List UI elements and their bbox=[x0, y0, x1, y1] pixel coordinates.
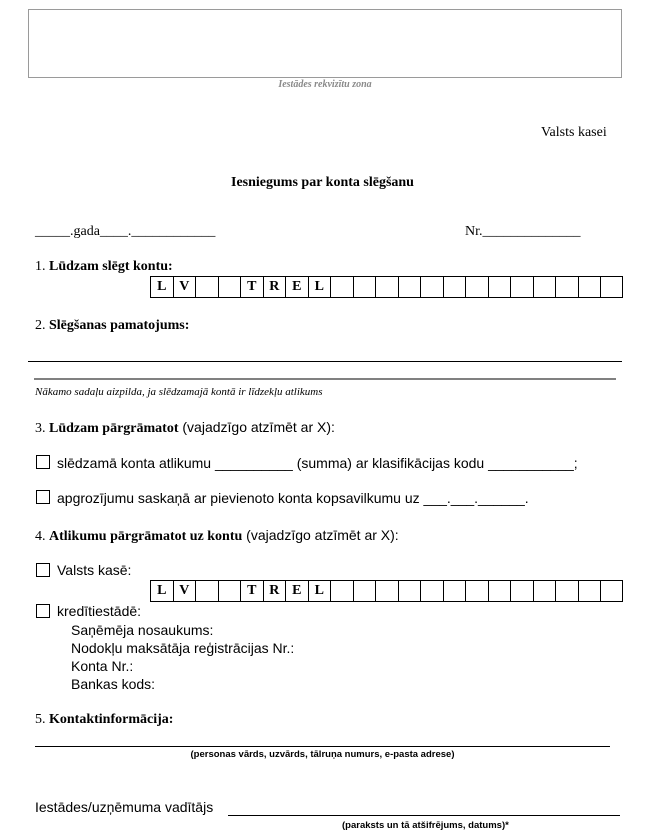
treasury-account-cell[interactable] bbox=[398, 580, 421, 602]
close-account-cell[interactable]: V bbox=[173, 276, 196, 298]
requisites-zone-caption: Iestādes rekvizītu zona bbox=[278, 79, 372, 90]
section-2-title: Slēgšanas pamatojums: bbox=[49, 318, 190, 333]
date-field[interactable]: _____.gada____.____________ bbox=[35, 224, 216, 239]
close-account-cell[interactable]: E bbox=[285, 276, 308, 298]
treasury-account-cell[interactable] bbox=[555, 580, 578, 602]
treasury-account-cell[interactable] bbox=[353, 580, 376, 602]
account-number-grid-treasury[interactable] bbox=[150, 580, 623, 602]
close-account-cell[interactable] bbox=[555, 276, 578, 298]
close-account-cell[interactable] bbox=[420, 276, 443, 298]
conditional-note: Nākamo sadaļu aizpilda, ja slēdzamajā kontā ir līdzekļu atlikums bbox=[35, 386, 323, 398]
treasury-account-cell[interactable]: L bbox=[308, 580, 331, 602]
treasury-account-cell[interactable] bbox=[443, 580, 466, 602]
section-4-title: Atlikumu pārgrāmatot uz kontu bbox=[49, 529, 243, 544]
option-turnover-text: apgrozījumu saskaņā ar pievienoto konta kopsavilkumu uz ___.___.______. bbox=[57, 490, 529, 506]
close-account-cell[interactable] bbox=[330, 276, 353, 298]
section-5-title: Kontaktinformācija: bbox=[49, 712, 174, 727]
contact-info-line[interactable] bbox=[35, 746, 610, 747]
treasury-account-cell[interactable]: T bbox=[240, 580, 263, 602]
field-tax-registration-number: Nodokļu maksātāja reģistrācijas Nr.: bbox=[71, 640, 295, 656]
section-1-label bbox=[35, 259, 173, 275]
section-3-title: Lūdzam pārgrāmatot bbox=[49, 421, 179, 436]
treasury-account-cell[interactable] bbox=[600, 580, 623, 602]
section-1-title: Lūdzam slēgt kontu: bbox=[49, 259, 173, 274]
treasury-label: Valsts kasē: bbox=[57, 562, 132, 578]
close-account-cell[interactable] bbox=[398, 276, 421, 298]
treasury-account-cell[interactable] bbox=[488, 580, 511, 602]
signature-label: Iestādes/uzņēmuma vadītājs bbox=[35, 799, 214, 815]
option-close-balance-text: slēdzamā konta atlikumu __________ (summa) ar klasifikācijas kodu ___________; bbox=[57, 455, 578, 471]
close-account-cell[interactable] bbox=[488, 276, 511, 298]
account-number-grid-close[interactable] bbox=[150, 276, 623, 298]
section-1-number: 1. bbox=[35, 259, 46, 274]
treasury-account-cell[interactable] bbox=[375, 580, 398, 602]
section-3-hint: (vajadzīgo atzīmēt ar X): bbox=[178, 419, 335, 435]
treasury-account-cell[interactable] bbox=[578, 580, 601, 602]
section-5-label bbox=[35, 712, 173, 728]
addressee: Valsts kasei bbox=[541, 125, 607, 140]
close-account-cell[interactable]: T bbox=[240, 276, 263, 298]
section-2-number: 2. bbox=[35, 318, 46, 333]
checkbox-credit-institution[interactable] bbox=[36, 604, 50, 618]
close-account-cell[interactable]: L bbox=[150, 276, 173, 298]
checkbox-treasury[interactable] bbox=[36, 563, 50, 577]
close-account-cell[interactable] bbox=[195, 276, 218, 298]
field-recipient-name: Saņēmēja nosaukums: bbox=[71, 622, 214, 638]
close-account-cell[interactable]: R bbox=[263, 276, 286, 298]
treasury-account-cell[interactable] bbox=[218, 580, 241, 602]
section-4-label bbox=[35, 527, 399, 545]
treasury-account-cell[interactable] bbox=[420, 580, 443, 602]
close-account-cell[interactable]: L bbox=[308, 276, 331, 298]
close-account-cell[interactable] bbox=[578, 276, 601, 298]
treasury-account-cell[interactable]: E bbox=[285, 580, 308, 602]
treasury-account-cell[interactable] bbox=[533, 580, 556, 602]
checkbox-close-balance[interactable] bbox=[36, 455, 50, 469]
close-account-cell[interactable] bbox=[533, 276, 556, 298]
credit-institution-label: kredītiestādē: bbox=[57, 603, 142, 619]
checkbox-turnover[interactable] bbox=[36, 490, 50, 504]
close-account-cell[interactable] bbox=[375, 276, 398, 298]
signature-caption: (paraksts un tā atšifrējums, datums)* bbox=[342, 820, 509, 831]
treasury-account-cell[interactable] bbox=[510, 580, 533, 602]
treasury-account-cell[interactable]: R bbox=[263, 580, 286, 602]
requisites-zone-box bbox=[28, 9, 622, 78]
close-account-cell[interactable] bbox=[600, 276, 623, 298]
contact-info-caption: (personas vārds, uzvārds, tālruņa numurs, e-pasta adrese) bbox=[190, 749, 455, 760]
closure-reason-line[interactable] bbox=[28, 361, 622, 362]
section-5-number: 5. bbox=[35, 712, 46, 727]
close-account-cell[interactable] bbox=[510, 276, 533, 298]
field-bank-code: Bankas kods: bbox=[71, 676, 156, 692]
close-account-cell[interactable] bbox=[353, 276, 376, 298]
section-4-number: 4. bbox=[35, 529, 46, 544]
treasury-account-cell[interactable]: V bbox=[173, 580, 196, 602]
section-3-number: 3. bbox=[35, 421, 46, 436]
treasury-account-cell[interactable] bbox=[465, 580, 488, 602]
section-2-label bbox=[35, 318, 189, 334]
treasury-account-cell[interactable] bbox=[195, 580, 218, 602]
treasury-account-cell[interactable] bbox=[330, 580, 353, 602]
field-account-number: Konta Nr.: bbox=[71, 658, 134, 674]
close-account-cell[interactable] bbox=[443, 276, 466, 298]
treasury-account-cell[interactable]: L bbox=[150, 580, 173, 602]
close-account-cell[interactable] bbox=[465, 276, 488, 298]
section-4-hint: (vajadzīgo atzīmēt ar X): bbox=[242, 527, 399, 543]
section-3-label bbox=[35, 419, 335, 437]
section-divider bbox=[34, 378, 616, 380]
document-title: Iesniegums par konta slēgšanu bbox=[231, 175, 414, 190]
close-account-cell[interactable] bbox=[218, 276, 241, 298]
number-field[interactable]: Nr.______________ bbox=[465, 224, 581, 239]
signature-line[interactable] bbox=[228, 815, 620, 816]
